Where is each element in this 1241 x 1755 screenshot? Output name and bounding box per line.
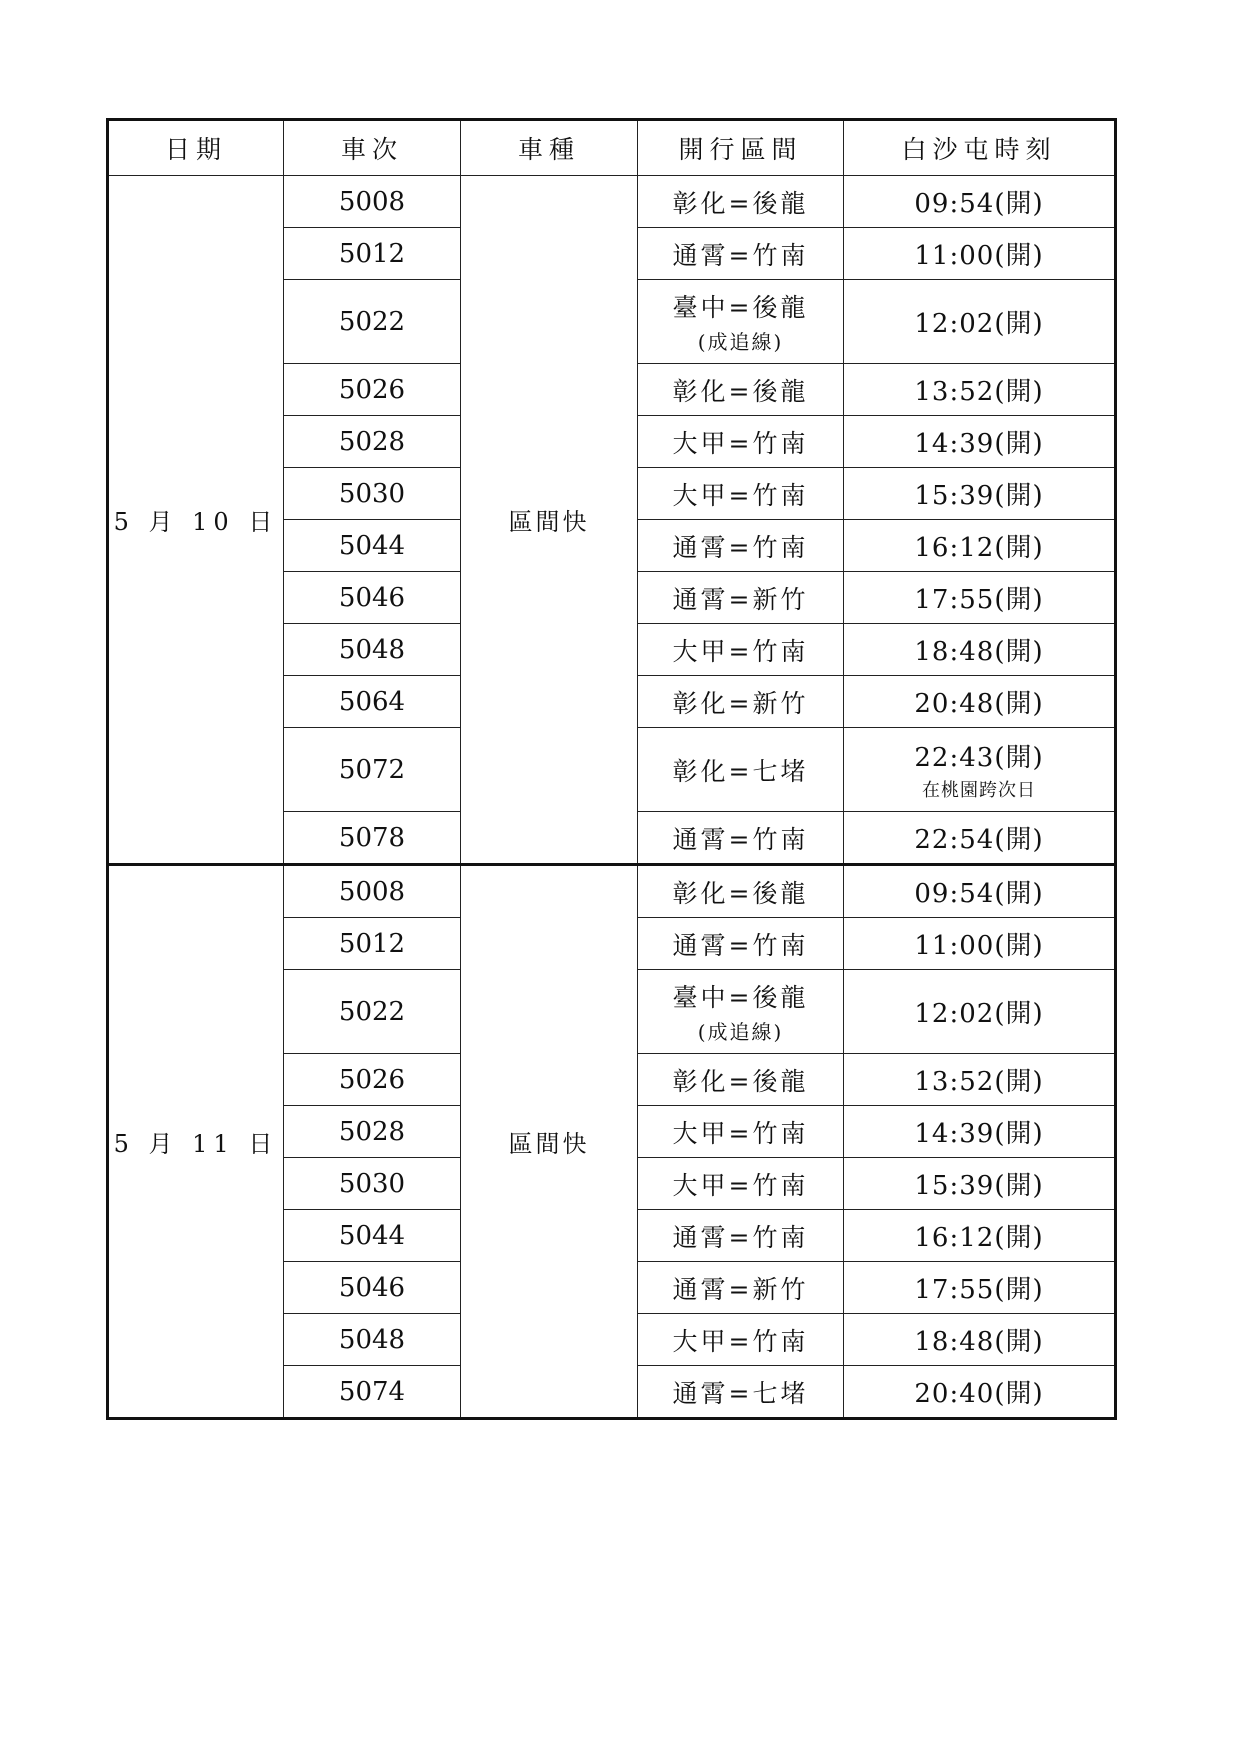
route-cell [638,918,844,970]
train-number-cell: 5046 [284,1262,461,1314]
departure-time-cell [844,572,1116,624]
departure-time-cell [844,728,1116,812]
departure-time-text: 20:40(開) [914,1379,1044,1409]
departure-time-text: 17:55(開) [914,585,1044,615]
route-cell [638,520,844,572]
header-time: 白沙屯時刻 [844,120,1116,176]
train-type-cell: 區間快 [461,176,638,865]
train-number-cell: 5026 [284,364,461,416]
train-number-cell: 5044 [284,520,461,572]
route-text: 大甲=竹南 [672,480,809,510]
route-text: 大甲=竹南 [672,636,809,666]
departure-time-cell [844,812,1116,865]
departure-time-cell [844,280,1116,364]
train-number-cell: 5044 [284,1210,461,1262]
departure-time-text: 15:39(開) [914,481,1044,511]
route-subtext: (成追線) [697,1020,784,1044]
departure-time-text: 18:48(開) [914,637,1044,667]
route-text: 通霄=新竹 [672,1274,809,1304]
route-text: 通霄=竹南 [672,532,809,562]
route-cell [638,468,844,520]
header-route: 開行區間 [638,120,844,176]
route-cell [638,1262,844,1314]
departure-time-cell [844,1210,1116,1262]
route-cell [638,364,844,416]
route-cell [638,1158,844,1210]
route-cell [638,812,844,865]
departure-time-cell [844,624,1116,676]
route-cell [638,1210,844,1262]
train-number-cell: 5028 [284,416,461,468]
departure-time-text: 20:48(開) [914,689,1044,719]
departure-time-text: 12:02(開) [914,999,1044,1029]
route-cell [638,865,844,918]
departure-time-cell [844,468,1116,520]
table-row [108,176,1116,228]
train-number-cell: 5008 [284,176,461,228]
table-header-row [108,120,1116,176]
route-cell [638,1054,844,1106]
route-cell [638,624,844,676]
route-cell [638,676,844,728]
route-text: 大甲=竹南 [672,1326,809,1356]
route-cell [638,228,844,280]
route-cell [638,1366,844,1419]
header-train-no: 車次 [284,120,461,176]
departure-time-cell [844,1106,1116,1158]
departure-time-text: 16:12(開) [914,1223,1044,1253]
table-row [108,865,1116,918]
train-number-cell: 5030 [284,1158,461,1210]
route-cell [638,176,844,228]
departure-time-cell [844,1366,1116,1419]
route-text: 彰化=後龍 [672,878,809,908]
route-text: 彰化=七堵 [672,756,809,786]
departure-time-cell [844,918,1116,970]
route-cell [638,728,844,812]
route-cell [638,1106,844,1158]
train-number-cell: 5078 [284,812,461,865]
train-number-cell: 5074 [284,1366,461,1419]
schedule-body [108,176,1116,1419]
route-text: 大甲=竹南 [672,428,809,458]
train-number-cell: 5026 [284,1054,461,1106]
departure-time-text: 13:52(開) [914,1067,1044,1097]
route-text: 彰化=新竹 [672,688,809,718]
departure-time-cell [844,1054,1116,1106]
date-cell: 5 月 11 日 [108,865,284,1419]
route-text: 彰化=後龍 [672,188,809,218]
train-number-cell: 5030 [284,468,461,520]
departure-time-text: 18:48(開) [914,1327,1044,1357]
route-text: 大甲=竹南 [672,1170,809,1200]
route-text: 通霄=七堵 [672,1378,809,1408]
train-number-cell: 5012 [284,228,461,280]
route-text: 通霄=新竹 [672,584,809,614]
route-text: 通霄=竹南 [672,824,809,854]
route-cell [638,572,844,624]
route-text: 大甲=竹南 [672,1118,809,1148]
route-cell [638,416,844,468]
departure-time-cell [844,676,1116,728]
time-note: 在桃園跨次日 [922,780,1036,801]
train-number-cell: 5008 [284,865,461,918]
route-text: 通霄=竹南 [672,1222,809,1252]
train-number-cell: 5028 [284,1106,461,1158]
route-text: 彰化=後龍 [672,376,809,406]
train-number-cell: 5048 [284,1314,461,1366]
departure-time-text: 17:55(開) [914,1275,1044,1305]
route-text: 通霄=竹南 [672,240,809,270]
departure-time-text: 15:39(開) [914,1171,1044,1201]
departure-time-cell [844,970,1116,1054]
departure-time-cell [844,1158,1116,1210]
departure-time-text: 22:43(開) [914,743,1044,773]
departure-time-text: 13:52(開) [914,377,1044,407]
departure-time-text: 22:54(開) [914,825,1044,855]
departure-time-cell [844,176,1116,228]
train-number-cell: 5012 [284,918,461,970]
route-text: 臺中=後龍 [672,983,809,1012]
train-number-cell: 5022 [284,280,461,364]
route-cell [638,280,844,364]
route-text: 通霄=竹南 [672,930,809,960]
departure-time-text: 14:39(開) [914,1119,1044,1149]
departure-time-cell [844,520,1116,572]
header-train-type: 車種 [461,120,638,176]
departure-time-text: 14:39(開) [914,429,1044,459]
date-cell: 5 月 10 日 [108,176,284,865]
train-schedule-table [106,118,1117,1420]
route-text: 彰化=後龍 [672,1066,809,1096]
route-cell [638,1314,844,1366]
departure-time-text: 12:02(開) [914,309,1044,339]
header-date: 日期 [108,120,284,176]
departure-time-cell [844,865,1116,918]
train-number-cell: 5046 [284,572,461,624]
departure-time-text: 11:00(開) [914,931,1044,961]
train-type-cell: 區間快 [461,865,638,1419]
route-cell [638,970,844,1054]
train-number-cell: 5072 [284,728,461,812]
departure-time-text: 09:54(開) [914,189,1044,219]
route-subtext: (成追線) [697,330,784,354]
departure-time-cell [844,1262,1116,1314]
train-number-cell: 5022 [284,970,461,1054]
departure-time-cell [844,1314,1116,1366]
departure-time-cell [844,416,1116,468]
departure-time-text: 16:12(開) [914,533,1044,563]
route-text: 臺中=後龍 [672,293,809,322]
train-number-cell: 5048 [284,624,461,676]
departure-time-text: 09:54(開) [914,879,1044,909]
departure-time-text: 11:00(開) [914,241,1044,271]
train-number-cell: 5064 [284,676,461,728]
departure-time-cell [844,228,1116,280]
departure-time-cell [844,364,1116,416]
